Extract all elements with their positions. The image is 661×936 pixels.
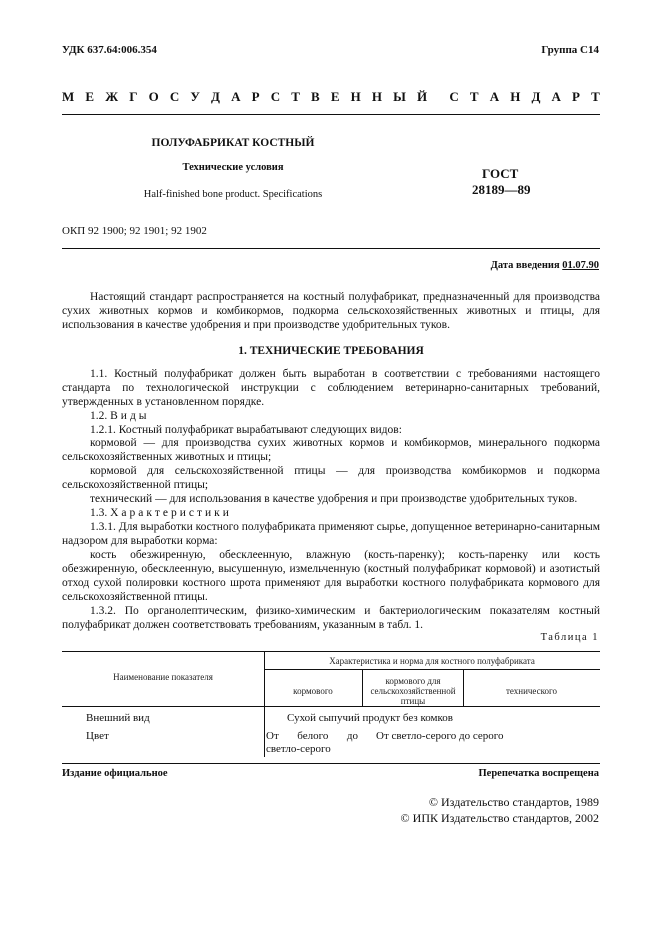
document-subtitle: Технические условия [182,162,284,173]
banner-letter: С [449,89,459,104]
gost-number: 28189—89 [472,182,531,197]
banner-letter: Д [531,89,541,104]
standard-banner [62,89,600,105]
banner-letter: А [551,89,561,104]
clause-1-3-2: 1.3.2. По органолептическим, физико-химическим и бактериологическим показателям костный полуфабрикат должен соответствовать требованиям, указанным в табл. 1. [62,605,600,631]
table-group-rule [264,669,600,670]
table-row-appearance-value: Сухой сыпучий продукт без комков [287,712,453,724]
section-1-heading: 1. ТЕХНИЧЕСКИЕ ТРЕБОВАНИЯ [238,345,424,357]
banner-rule [62,114,600,115]
table-row-color-rest: От светло-серого до серого [376,730,504,742]
table-subheader-technical: технического [505,686,558,696]
kind-technical: технический — для использования в качестве удобрения и при производстве удобрительных туков. [90,493,578,505]
kind-poultry: кормовой для сельскохозяйственной птицы — для производства комбикормов и подкорма сельскохозяйственной птицы; [62,465,600,491]
table-header-rule [62,706,600,707]
clause-1-3-title: Характеристики [110,507,232,519]
gost-label: ГОСТ [482,166,519,181]
table-header-name: Наименование показателя [113,672,213,682]
banner-letter: Й [417,89,428,104]
banner-letter: Т [469,89,479,104]
clause-1-2-number: 1.2. [90,410,108,422]
banner-letter: С [169,89,180,104]
intro-date [491,260,599,271]
table-subheader-feed: кормового [293,686,333,696]
clause-1-2-title: Виды [110,410,150,422]
english-title: Half-finished bone product. Specifications [143,189,323,200]
banner-letter: Н [510,89,521,104]
copyright-2002: © ИПК Издательство стандартов, 2002 [400,811,599,825]
clause-1-3 [90,506,232,520]
table-top-rule [62,651,600,652]
banner-letter: Ы [393,89,406,104]
table-row-color-feed: От белого до светло-серого [266,730,358,755]
table-divider-2 [362,669,363,706]
document-title: ПОЛУФАБРИКАТ КОСТНЫЙ [151,137,315,149]
banner-letter: М [62,89,75,104]
banner-letter: Н [371,89,382,104]
intro-paragraph: Настоящий стандарт распространяется на костный полуфабрикат, предназначенный для производства сухих животных кормов и комбикормов, подкорма сельскохозяйственных животных и птицы, для использования в качестве удобрения и при производстве удобрительных туков. [62,291,600,331]
official-edition: Издание официальное [62,768,168,779]
udk-code: УДК 637.64:006.354 [62,44,157,56]
banner-letter: Е [85,89,95,104]
okp-rule [62,248,600,249]
banner-letter: У [190,89,200,104]
group-code: Группа С14 [541,44,599,56]
copyright-1989: © Издательство стандартов, 1989 [428,795,599,809]
banner-letter: Р [572,89,580,104]
banner-letter: А [231,89,241,104]
clause-1-3-1-raw-materials: кость обезжиренную, обесклеенную, влажную (кость-паренку); кость-паренку или кость обезжиренную, обесклеенную, высушенную, измельченную (костный полуфабрикат кормовой) и азотистый отход сухой полировки костного шрота применяют для выработки костного полуфабриката кормового для сельскохозяйственной птицы. [62,549,600,603]
intro-date-label: Дата введения [490,260,560,271]
banner-letter: О [148,89,159,104]
intro-date-value: 01.07.90 [562,260,599,271]
reprint-prohibited: Перепечатка воспрещена [478,768,599,779]
table-divider-1 [264,651,265,757]
clause-1-1: 1.1. Костный полуфабрикат должен быть выработан в соответствии с требованиями настоящего стандарта по технологической инструкции с соблюдением ветеринарно-санитарных требований, утвержденных в установленном порядке. [62,368,600,408]
banner-letter: А [489,89,500,104]
banner-letter: Р [251,89,260,104]
banner-letter: Е [330,89,340,104]
banner-letter: Д [211,89,220,104]
banner-letter: С [270,89,281,104]
clause-1-2 [90,409,150,423]
kind-feed: кормовой — для производства сухих животных кормов и комбикормов, минерального подкорма сельскохозяйственных животных и птицы; [62,437,600,463]
clause-1-3-1: 1.3.1. Для выработки костного полуфабриката применяют сырье, допущенное ветеринарно-санитарным надзором для выработки корма: [62,521,600,547]
okp-codes: ОКП 92 1900; 92 1901; 92 1902 [62,225,207,237]
banner-letter: В [311,89,320,104]
banner-letter: Н [350,89,361,104]
clause-1-2-1: 1.2.1. Костный полуфабрикат вырабатывают следующих видов: [90,424,402,436]
banner-letter: Т [291,89,300,104]
table-row-appearance-name: Внешний вид [86,712,150,724]
banner-letter: Ж [105,89,119,104]
table-row-color-name: Цвет [86,730,109,742]
footer-rule [62,763,600,764]
banner-letter: Г [129,89,138,104]
banner-letter: Т [591,89,600,104]
table-header-group: Характеристика и норма для костного полуфабриката [329,656,535,666]
clause-1-3-number: 1.3. [90,507,108,519]
table-caption: Таблица 1 [540,632,599,643]
table-subheader-poultry: кормового для сельскохозяйственной птицы [370,676,456,706]
